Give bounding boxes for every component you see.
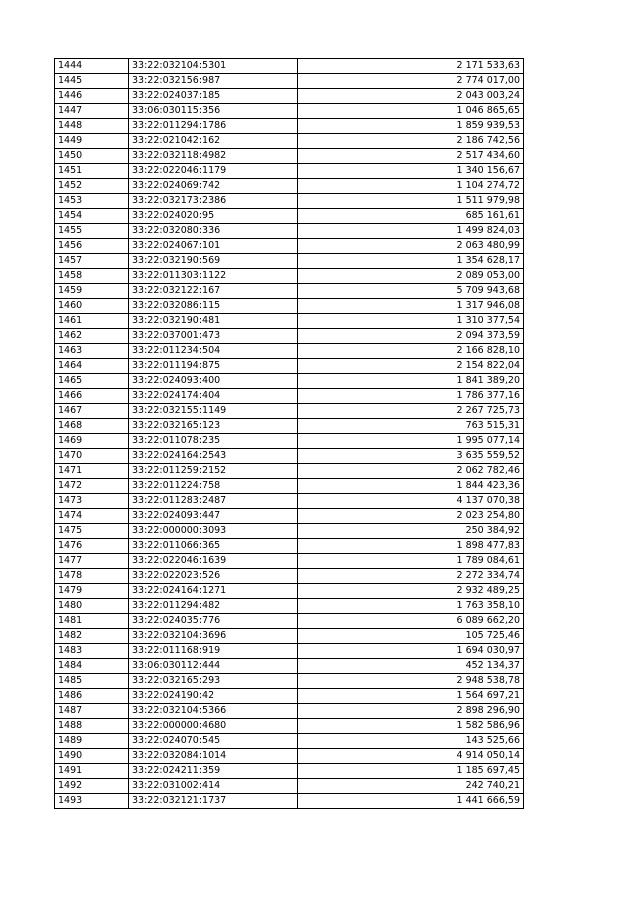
value-cell: 2 166 828,10 xyxy=(298,344,524,359)
value-cell: 1 789 084,61 xyxy=(298,554,524,569)
table-row xyxy=(55,419,524,434)
value-cell: 1 786 377,16 xyxy=(298,389,524,404)
value-cell: 2 932 489,25 xyxy=(298,584,524,599)
table-row xyxy=(55,389,524,404)
table-row xyxy=(55,119,524,134)
value-cell: 2 154 822,04 xyxy=(298,359,524,374)
value-cell: 2 063 480,99 xyxy=(298,239,524,254)
cadastral-number-cell: 33:06:030112:444 xyxy=(129,659,298,674)
value-cell: 4 914 050,14 xyxy=(298,749,524,764)
row-number-cell: 1485 xyxy=(55,674,129,689)
value-cell: 2 089 053,00 xyxy=(298,269,524,284)
cadastral-number-cell: 33:22:032104:5301 xyxy=(129,59,298,74)
row-number-cell: 1461 xyxy=(55,314,129,329)
table-row xyxy=(55,209,524,224)
value-cell: 1 340 156,67 xyxy=(298,164,524,179)
value-cell: 1 995 077,14 xyxy=(298,434,524,449)
cadastral-number-cell: 33:22:024069:742 xyxy=(129,179,298,194)
value-cell: 6 089 662,20 xyxy=(298,614,524,629)
value-cell: 2 062 782,46 xyxy=(298,464,524,479)
value-cell: 1 564 697,21 xyxy=(298,689,524,704)
cadastral-number-cell: 33:22:011224:758 xyxy=(129,479,298,494)
cadastral-number-cell: 33:22:024035:776 xyxy=(129,614,298,629)
table-row xyxy=(55,179,524,194)
table-row xyxy=(55,644,524,659)
value-cell: 250 384,92 xyxy=(298,524,524,539)
table-row xyxy=(55,554,524,569)
table-row xyxy=(55,764,524,779)
cadastral-number-cell: 33:22:011259:2152 xyxy=(129,464,298,479)
cadastral-number-cell: 33:06:030115:356 xyxy=(129,104,298,119)
table-row xyxy=(55,704,524,719)
value-cell: 2 272 334,74 xyxy=(298,569,524,584)
cadastral-number-cell: 33:22:022046:1639 xyxy=(129,554,298,569)
cadastral-number-cell: 33:22:024164:1271 xyxy=(129,584,298,599)
cadastral-number-cell: 33:22:032173:2386 xyxy=(129,194,298,209)
cadastral-number-cell: 33:22:011168:919 xyxy=(129,644,298,659)
row-number-cell: 1444 xyxy=(55,59,129,74)
table-row xyxy=(55,479,524,494)
table-row xyxy=(55,299,524,314)
cadastral-number-cell: 33:22:011283:2487 xyxy=(129,494,298,509)
value-cell: 1 310 377,54 xyxy=(298,314,524,329)
row-number-cell: 1470 xyxy=(55,449,129,464)
cadastral-number-cell: 33:22:032118:4982 xyxy=(129,149,298,164)
table-row xyxy=(55,659,524,674)
table-row xyxy=(55,569,524,584)
row-number-cell: 1484 xyxy=(55,659,129,674)
row-number-cell: 1465 xyxy=(55,374,129,389)
row-number-cell: 1469 xyxy=(55,434,129,449)
cadastral-number-cell: 33:22:032104:3696 xyxy=(129,629,298,644)
table-row xyxy=(55,314,524,329)
cadastral-number-cell: 33:22:032190:569 xyxy=(129,254,298,269)
cadastral-number-cell: 33:22:032104:5366 xyxy=(129,704,298,719)
row-number-cell: 1456 xyxy=(55,239,129,254)
row-number-cell: 1449 xyxy=(55,134,129,149)
table-row xyxy=(55,524,524,539)
row-number-cell: 1463 xyxy=(55,344,129,359)
cadastral-number-cell: 33:22:024164:2543 xyxy=(129,449,298,464)
table-row xyxy=(55,509,524,524)
table-row xyxy=(55,254,524,269)
row-number-cell: 1493 xyxy=(55,794,129,809)
row-number-cell: 1473 xyxy=(55,494,129,509)
row-number-cell: 1451 xyxy=(55,164,129,179)
cadastral-number-cell: 33:22:031002:414 xyxy=(129,779,298,794)
row-number-cell: 1471 xyxy=(55,464,129,479)
row-number-cell: 1480 xyxy=(55,599,129,614)
table-row xyxy=(55,164,524,179)
table-row xyxy=(55,104,524,119)
cadastral-number-cell: 33:22:032165:123 xyxy=(129,419,298,434)
value-cell: 685 161,61 xyxy=(298,209,524,224)
cadastral-number-cell: 33:22:032155:1149 xyxy=(129,404,298,419)
value-cell: 1 582 586,96 xyxy=(298,719,524,734)
value-cell: 2 171 533,63 xyxy=(298,59,524,74)
value-cell: 5 709 943,68 xyxy=(298,284,524,299)
value-cell: 2 774 017,00 xyxy=(298,74,524,89)
cadastral-number-cell: 33:22:032084:1014 xyxy=(129,749,298,764)
table-row xyxy=(55,779,524,794)
row-number-cell: 1466 xyxy=(55,389,129,404)
table-row xyxy=(55,449,524,464)
row-number-cell: 1478 xyxy=(55,569,129,584)
table-row xyxy=(55,89,524,104)
cadastral-value-table xyxy=(54,58,524,809)
cadastral-number-cell: 33:22:024211:359 xyxy=(129,764,298,779)
cadastral-number-cell: 33:22:022023:526 xyxy=(129,569,298,584)
table-row xyxy=(55,674,524,689)
cadastral-number-cell: 33:22:032165:293 xyxy=(129,674,298,689)
row-number-cell: 1460 xyxy=(55,299,129,314)
cadastral-number-cell: 33:22:032122:167 xyxy=(129,284,298,299)
cadastral-number-cell: 33:22:032156:987 xyxy=(129,74,298,89)
row-number-cell: 1468 xyxy=(55,419,129,434)
cadastral-number-cell: 33:22:000000:3093 xyxy=(129,524,298,539)
table-row xyxy=(55,269,524,284)
table-row xyxy=(55,239,524,254)
value-cell: 1 317 946,08 xyxy=(298,299,524,314)
table-row xyxy=(55,74,524,89)
cadastral-number-cell: 33:22:011303:1122 xyxy=(129,269,298,284)
cadastral-number-cell: 33:22:032080:336 xyxy=(129,224,298,239)
value-cell: 1 763 358,10 xyxy=(298,599,524,614)
cadastral-number-cell: 33:22:000000:4680 xyxy=(129,719,298,734)
cadastral-number-cell: 33:22:024174:404 xyxy=(129,389,298,404)
row-number-cell: 1454 xyxy=(55,209,129,224)
table-row xyxy=(55,434,524,449)
value-cell: 2 267 725,73 xyxy=(298,404,524,419)
table-row xyxy=(55,224,524,239)
value-cell: 1 499 824,03 xyxy=(298,224,524,239)
value-cell: 1 441 666,59 xyxy=(298,794,524,809)
table-row xyxy=(55,614,524,629)
value-cell: 2 948 538,78 xyxy=(298,674,524,689)
value-cell: 1 511 979,98 xyxy=(298,194,524,209)
table-row xyxy=(55,734,524,749)
row-number-cell: 1482 xyxy=(55,629,129,644)
table-row xyxy=(55,749,524,764)
value-cell: 3 635 559,52 xyxy=(298,449,524,464)
value-cell: 2 186 742,56 xyxy=(298,134,524,149)
row-number-cell: 1479 xyxy=(55,584,129,599)
table-body xyxy=(55,59,524,809)
table-row xyxy=(55,719,524,734)
table-row xyxy=(55,134,524,149)
row-number-cell: 1490 xyxy=(55,749,129,764)
row-number-cell: 1458 xyxy=(55,269,129,284)
row-number-cell: 1462 xyxy=(55,329,129,344)
value-cell: 2 043 003,24 xyxy=(298,89,524,104)
cadastral-number-cell: 33:22:011294:1786 xyxy=(129,119,298,134)
row-number-cell: 1467 xyxy=(55,404,129,419)
row-number-cell: 1488 xyxy=(55,719,129,734)
cadastral-number-cell: 33:22:011234:504 xyxy=(129,344,298,359)
value-cell: 105 725,46 xyxy=(298,629,524,644)
value-cell: 2 023 254,80 xyxy=(298,509,524,524)
table-row xyxy=(55,149,524,164)
cadastral-number-cell: 33:22:024190:42 xyxy=(129,689,298,704)
row-number-cell: 1474 xyxy=(55,509,129,524)
row-number-cell: 1486 xyxy=(55,689,129,704)
row-number-cell: 1448 xyxy=(55,119,129,134)
table-row xyxy=(55,539,524,554)
table-row xyxy=(55,599,524,614)
table-row xyxy=(55,584,524,599)
value-cell: 1 354 628,17 xyxy=(298,254,524,269)
table-row xyxy=(55,194,524,209)
cadastral-number-cell: 33:22:024020:95 xyxy=(129,209,298,224)
row-number-cell: 1476 xyxy=(55,539,129,554)
row-number-cell: 1452 xyxy=(55,179,129,194)
row-number-cell: 1481 xyxy=(55,614,129,629)
cadastral-number-cell: 33:22:011294:482 xyxy=(129,599,298,614)
value-cell: 763 515,31 xyxy=(298,419,524,434)
value-cell: 2 094 373,59 xyxy=(298,329,524,344)
value-cell: 1 841 389,20 xyxy=(298,374,524,389)
value-cell: 2 517 434,60 xyxy=(298,149,524,164)
row-number-cell: 1459 xyxy=(55,284,129,299)
row-number-cell: 1483 xyxy=(55,644,129,659)
table-row xyxy=(55,494,524,509)
row-number-cell: 1447 xyxy=(55,104,129,119)
row-number-cell: 1489 xyxy=(55,734,129,749)
value-cell: 242 740,21 xyxy=(298,779,524,794)
row-number-cell: 1457 xyxy=(55,254,129,269)
table-row xyxy=(55,794,524,809)
table-row xyxy=(55,359,524,374)
row-number-cell: 1453 xyxy=(55,194,129,209)
table-row xyxy=(55,59,524,74)
table-row xyxy=(55,344,524,359)
value-cell: 1 859 939,53 xyxy=(298,119,524,134)
cadastral-number-cell: 33:22:032190:481 xyxy=(129,314,298,329)
value-cell: 1 844 423,36 xyxy=(298,479,524,494)
row-number-cell: 1472 xyxy=(55,479,129,494)
value-cell: 2 898 296,90 xyxy=(298,704,524,719)
row-number-cell: 1492 xyxy=(55,779,129,794)
cadastral-number-cell: 33:22:011194:875 xyxy=(129,359,298,374)
value-cell: 1 694 030,97 xyxy=(298,644,524,659)
row-number-cell: 1491 xyxy=(55,764,129,779)
cadastral-number-cell: 33:22:024067:101 xyxy=(129,239,298,254)
cadastral-number-cell: 33:22:024093:400 xyxy=(129,374,298,389)
value-cell: 143 525,66 xyxy=(298,734,524,749)
value-cell: 1 104 274,72 xyxy=(298,179,524,194)
row-number-cell: 1450 xyxy=(55,149,129,164)
row-number-cell: 1487 xyxy=(55,704,129,719)
row-number-cell: 1477 xyxy=(55,554,129,569)
table-row xyxy=(55,374,524,389)
table-row xyxy=(55,629,524,644)
row-number-cell: 1455 xyxy=(55,224,129,239)
value-cell: 4 137 070,38 xyxy=(298,494,524,509)
value-cell: 1 046 865,65 xyxy=(298,104,524,119)
table-row xyxy=(55,284,524,299)
value-cell: 452 134,37 xyxy=(298,659,524,674)
table-row xyxy=(55,464,524,479)
table-row xyxy=(55,689,524,704)
cadastral-number-cell: 33:22:032086:115 xyxy=(129,299,298,314)
row-number-cell: 1445 xyxy=(55,74,129,89)
cadastral-number-cell: 33:22:037001:473 xyxy=(129,329,298,344)
row-number-cell: 1464 xyxy=(55,359,129,374)
cadastral-number-cell: 33:22:024093:447 xyxy=(129,509,298,524)
cadastral-number-cell: 33:22:024070:545 xyxy=(129,734,298,749)
cadastral-number-cell: 33:22:024037:185 xyxy=(129,89,298,104)
cadastral-number-cell: 33:22:011078:235 xyxy=(129,434,298,449)
cadastral-number-cell: 33:22:032121:1737 xyxy=(129,794,298,809)
row-number-cell: 1475 xyxy=(55,524,129,539)
table-row xyxy=(55,329,524,344)
cadastral-number-cell: 33:22:011066:365 xyxy=(129,539,298,554)
cadastral-number-cell: 33:22:022046:1179 xyxy=(129,164,298,179)
row-number-cell: 1446 xyxy=(55,89,129,104)
value-cell: 1 898 477,83 xyxy=(298,539,524,554)
value-cell: 1 185 697,45 xyxy=(298,764,524,779)
table-row xyxy=(55,404,524,419)
cadastral-number-cell: 33:22:021042:162 xyxy=(129,134,298,149)
